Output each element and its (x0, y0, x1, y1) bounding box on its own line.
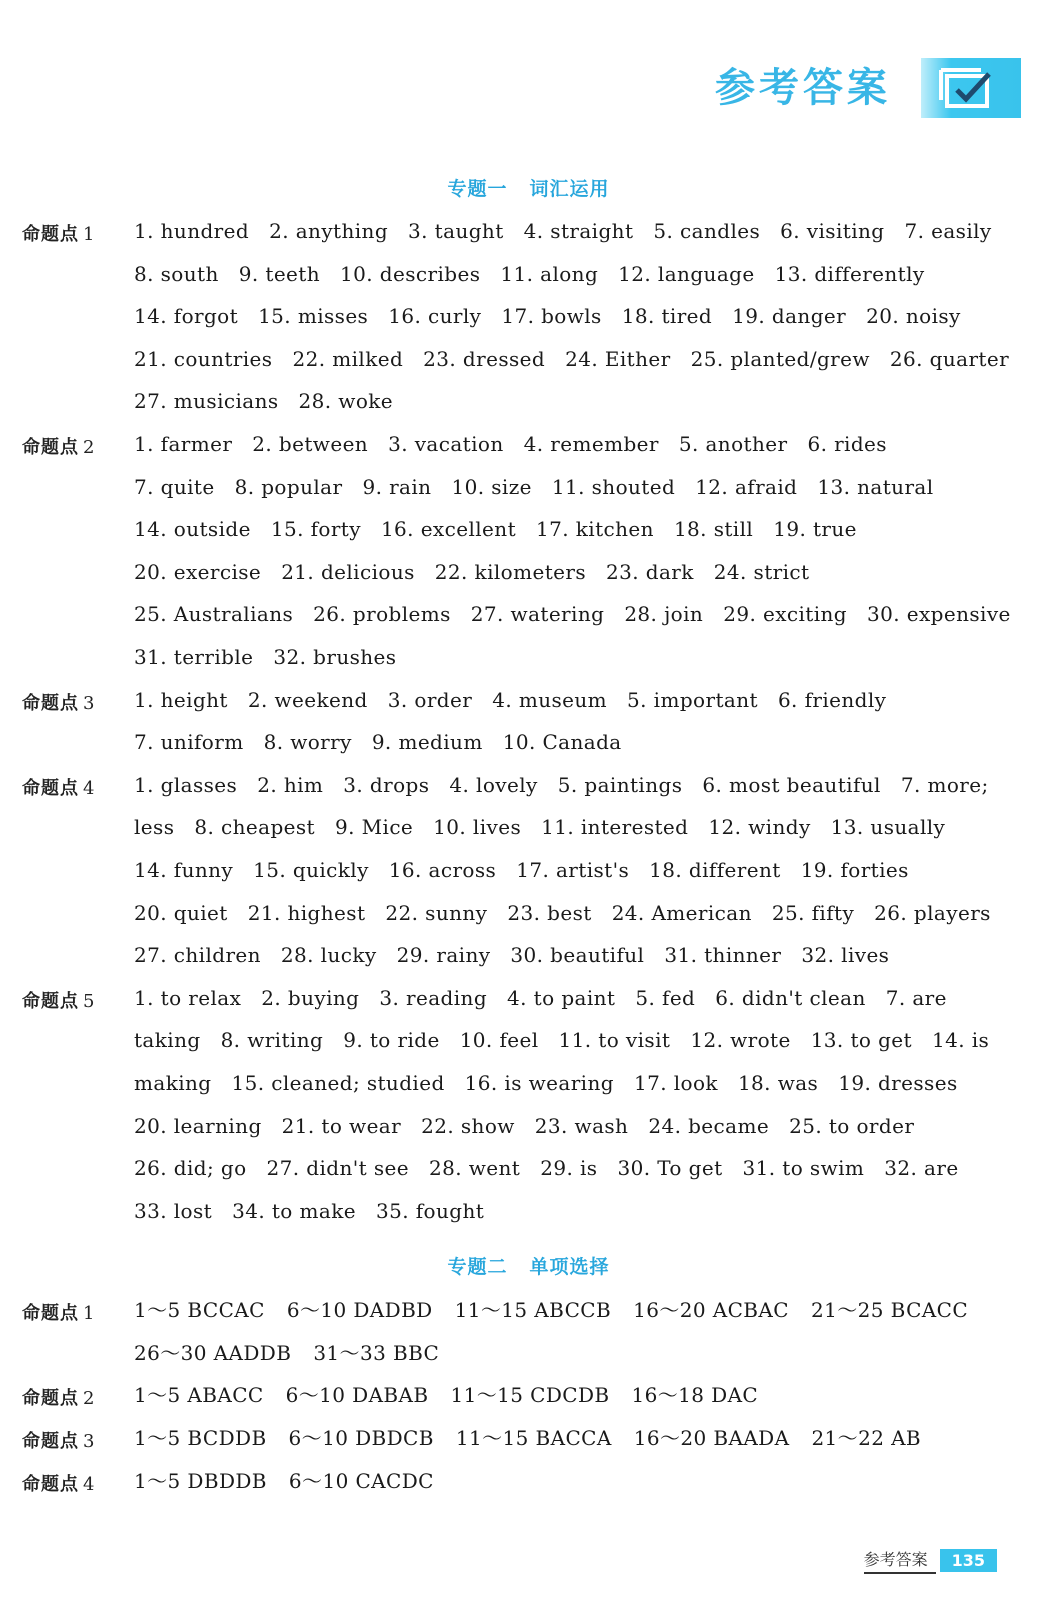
group-label-prefix: 命题点 (22, 777, 79, 799)
answer-item: 23. wash (534, 1113, 629, 1138)
page-number: 135 (940, 1549, 997, 1572)
answer-item: 1. hundred (134, 219, 250, 243)
answer-item: 26. players (874, 900, 991, 925)
answer-item: 12. afraid (695, 474, 798, 499)
answer-item: taking (134, 1028, 201, 1053)
answer-line (134, 892, 1004, 935)
group-label-number: 2 (83, 437, 96, 458)
group-label (22, 1470, 95, 1496)
answer-item: 13. differently (774, 261, 925, 286)
answer-item: 5. another (678, 432, 788, 456)
answer-lines (134, 1374, 1004, 1417)
answer-item: 32. lives (801, 943, 890, 968)
answer-item: 6. didn't clean (715, 985, 866, 1010)
answer-item: 1～5 BCDDB (134, 1426, 267, 1451)
answer-item: 11～15 CDCDB (450, 1383, 610, 1408)
answer-line (134, 1147, 1004, 1190)
answer-line (134, 1019, 1004, 1062)
answer-item: 3. vacation (388, 432, 504, 456)
answer-line (134, 636, 1004, 679)
answer-item: 31. to swim (742, 1156, 865, 1181)
answer-item: 27. watering (470, 602, 605, 627)
answer-item: 15. forty (270, 517, 361, 542)
answer-item: 19. forties (800, 857, 909, 882)
answer-item: 10. feel (459, 1028, 539, 1053)
answer-line (134, 977, 1004, 1020)
answer-item: 1. glasses (134, 772, 238, 797)
answer-item: 10. size (451, 474, 532, 499)
answer-item: 21. highest (247, 900, 366, 925)
answer-item: 31～33 BBC (313, 1340, 440, 1365)
answer-line (134, 1332, 1004, 1375)
answer-item: 12. wrote (690, 1028, 791, 1053)
page-title: 参考答案 (715, 65, 891, 111)
answer-item: 1～5 DBDDB (134, 1468, 267, 1493)
answer-item: 28. woke (298, 389, 394, 414)
answer-item: 10. lives (433, 815, 522, 840)
answer-item: 10. Canada (502, 730, 622, 755)
answer-item: 26. quarter (889, 346, 1010, 371)
answer-item: 8. worry (263, 730, 352, 755)
group-label (22, 220, 95, 246)
answer-lines (134, 1289, 1004, 1374)
answer-item: 25. planted/grew (690, 346, 870, 371)
answer-item: 24. Either (565, 346, 671, 371)
answer-line (134, 1289, 1004, 1332)
answer-item: 26～30 AADDB (134, 1340, 292, 1365)
answer-item: 9. to ride (343, 1028, 440, 1053)
answer-item: 18. tired (621, 304, 713, 329)
answer-item: 24. American (611, 900, 752, 925)
group-label (22, 689, 95, 715)
answer-line (134, 1190, 1004, 1233)
answer-item: 3. reading (379, 985, 488, 1010)
answer-item: 13. to get (810, 1028, 912, 1053)
section-title-vocabulary (0, 174, 1057, 201)
answer-item: 2. buying (261, 985, 360, 1010)
answer-item: 26. did; go (134, 1156, 247, 1181)
answer-item: 32. brushes (273, 644, 397, 669)
group-label-prefix: 命题点 (22, 1388, 79, 1410)
answer-item: 32. are (884, 1156, 959, 1181)
answer-item: 4. to paint (507, 985, 616, 1010)
header-badge (921, 58, 1021, 118)
group-label-number: 5 (83, 990, 96, 1012)
section-title-multiple-choice (0, 1252, 1057, 1279)
group-label-number: 1 (83, 1303, 96, 1324)
answer-item: 4. straight (523, 219, 634, 243)
answer-item: 29. is (540, 1156, 598, 1181)
answer-item: 27. children (134, 943, 261, 968)
answer-item: 8. south (134, 261, 219, 286)
answer-item: 22. sunny (385, 900, 488, 925)
answer-item: 11. to visit (558, 1028, 671, 1053)
answer-item: 30. To get (617, 1156, 723, 1181)
answer-item: 7. quite (134, 474, 215, 499)
answer-item: 4. remember (523, 432, 659, 456)
answer-lines (134, 423, 1011, 679)
answer-item: 21～25 BCACC (810, 1298, 969, 1322)
answer-item: 28. went (429, 1156, 521, 1181)
answer-item: 30. expensive (867, 602, 1011, 627)
answer-lines (134, 210, 1010, 423)
answer-item: 25. Australians (134, 602, 294, 627)
answer-item: 7. are (885, 985, 947, 1010)
answer-item: 19. dresses (838, 1070, 958, 1095)
answer-item: 5. important (627, 687, 758, 712)
answer-item: 26. problems (313, 602, 451, 627)
answer-item: 14. funny (134, 857, 234, 882)
answer-item: 28. join (624, 602, 704, 627)
group-label-prefix: 命题点 (22, 692, 79, 714)
answer-item: 5. paintings (557, 772, 683, 797)
group-label-prefix: 命题点 (22, 1473, 79, 1495)
answer-item: 30. beautiful (510, 943, 645, 968)
group-label-number: 2 (83, 1388, 96, 1410)
group-label-number: 1 (83, 224, 96, 245)
group-label-prefix: 命题点 (22, 1303, 79, 1324)
answer-line (134, 1105, 1004, 1148)
answer-item: 14. is (931, 1028, 990, 1053)
answer-item: 21～22 AB (811, 1426, 922, 1451)
section-subtitle: 词汇运用 (529, 178, 610, 200)
answer-item: less (134, 815, 175, 840)
answer-item: 7. more; (900, 772, 989, 797)
answer-item: 12. windy (708, 815, 811, 840)
answer-item: 28. lucky (280, 943, 377, 968)
answer-item: 4. museum (492, 687, 608, 712)
answer-item: 33. lost (134, 1198, 213, 1223)
answer-line (134, 1460, 1004, 1503)
section-number: 专题一 (447, 178, 508, 200)
answer-item: 15. quickly (253, 857, 369, 882)
answer-item: making (134, 1070, 212, 1095)
answer-item: 3. taught (408, 219, 504, 243)
answer-item: 21. to wear (281, 1113, 402, 1138)
group-label (22, 1384, 95, 1410)
answer-item: 6～10 DABAB (285, 1383, 429, 1408)
answer-item: 16. across (388, 857, 497, 882)
answer-item: 3. drops (343, 772, 430, 797)
answer-item: 1. farmer (134, 432, 233, 456)
answer-line (134, 934, 1004, 977)
answer-lines (134, 679, 1004, 764)
answer-item: 7. uniform (134, 730, 244, 755)
answer-item: 3. order (387, 687, 473, 712)
answer-item: 24. became (648, 1113, 770, 1138)
answer-item: 18. different (649, 857, 781, 882)
answer-item: 20. learning (134, 1113, 262, 1138)
answer-item: 12. language (618, 261, 755, 286)
answer-item: 17. bowls (501, 304, 602, 329)
answer-item: 25. fifty (771, 900, 855, 925)
answer-item: 5. candles (653, 219, 761, 243)
answer-line (134, 593, 1011, 636)
answer-item: 15. cleaned; studied (231, 1070, 445, 1095)
answer-item: 23. best (507, 900, 592, 925)
page-header (715, 56, 1021, 120)
footer-label: 参考答案 (864, 1547, 936, 1574)
answer-line (134, 721, 1004, 764)
page-footer (864, 1547, 997, 1574)
group-label (22, 774, 95, 800)
answer-item: 14. outside (134, 517, 251, 542)
answer-item: 27. musicians (134, 389, 279, 414)
answer-item: 27. didn't see (266, 1156, 409, 1181)
answer-item: 1. to relax (134, 985, 242, 1010)
answer-item: 22. show (421, 1113, 515, 1138)
answer-item: 11～15 BACCA (455, 1426, 612, 1451)
group-label (22, 987, 95, 1013)
answer-item: 13. usually (830, 815, 946, 840)
answer-item: 2. weekend (247, 687, 368, 712)
answer-item: 16. excellent (380, 517, 517, 542)
answer-item: 2. him (257, 772, 324, 797)
answer-item: 9. teeth (238, 261, 321, 286)
answer-line (134, 764, 1004, 807)
answer-item: 20. quiet (134, 900, 228, 925)
group-label-prefix: 命题点 (22, 1431, 79, 1453)
answer-item: 16. curly (388, 304, 482, 329)
answer-item: 19. true (773, 517, 857, 542)
answer-item: 11～15 ABCCB (454, 1298, 612, 1322)
answer-item: 31. terrible (134, 644, 254, 669)
answer-item: 2. between (252, 432, 369, 456)
answer-item: 6～10 DBDCB (288, 1426, 434, 1451)
answer-item: 9. Mice (335, 815, 414, 840)
group-label (22, 1299, 95, 1325)
group-label-prefix: 命题点 (22, 224, 79, 245)
group-label-number: 3 (83, 1431, 96, 1453)
answer-item: 9. rain (362, 474, 432, 499)
answer-item: 20. noisy (866, 304, 961, 329)
group-label (22, 433, 95, 459)
section-subtitle: 单项选择 (529, 1256, 610, 1278)
answer-item: 6. rides (807, 432, 887, 456)
answer-lines (134, 1417, 1004, 1460)
answer-item: 17. artist's (516, 857, 630, 882)
answer-lines (134, 1460, 1004, 1503)
answer-item: 15. misses (258, 304, 369, 329)
answer-item: 8. writing (220, 1028, 324, 1053)
group-label-number: 3 (83, 692, 96, 714)
section-number: 专题二 (447, 1256, 508, 1278)
answer-line (134, 380, 1004, 423)
answer-item: 21. countries (134, 346, 273, 371)
answer-item: 35. fought (375, 1198, 485, 1223)
answer-line (134, 551, 1004, 594)
answer-item: 11. along (500, 261, 599, 286)
answer-item: 5. fed (635, 985, 696, 1010)
group-label-prefix: 命题点 (22, 990, 79, 1012)
answer-item: 23. dressed (423, 346, 546, 371)
answer-item: 17. look (633, 1070, 718, 1095)
answer-item: 11. shouted (551, 474, 676, 499)
answer-line (134, 1374, 1004, 1417)
answer-lines (134, 977, 1004, 1233)
answer-line (134, 1417, 1004, 1460)
answer-item: 6～10 CACDC (288, 1468, 434, 1493)
answer-line (134, 338, 1010, 381)
answer-item: 18. still (673, 517, 754, 542)
answer-item: 23. dark (606, 559, 694, 584)
answer-item: 29. rainy (396, 943, 491, 968)
answer-item: 20. exercise (134, 559, 262, 584)
answer-item: 6. visiting (780, 219, 885, 243)
answer-item: 7. easily (904, 219, 992, 243)
answer-line (134, 1062, 1004, 1105)
answer-item: 18. was (737, 1070, 819, 1095)
answer-item: 31. thinner (664, 943, 782, 968)
answer-line (134, 849, 1004, 892)
answer-item: 1～5 ABACC (134, 1383, 264, 1408)
answer-item: 21. delicious (281, 559, 415, 584)
checkmark-icon (937, 66, 1001, 110)
answer-line (134, 210, 1004, 253)
answer-item: 25. to order (789, 1113, 915, 1138)
answer-item: 10. describes (340, 261, 481, 286)
answer-item: 14. forgot (134, 304, 239, 329)
answer-item: 22. kilometers (434, 559, 586, 584)
answer-item: 22. milked (292, 346, 404, 371)
answer-item: 24. strict (713, 559, 810, 584)
answer-item: 4. lovely (449, 772, 538, 797)
group-label-number: 4 (83, 1473, 96, 1495)
answer-item: 6. friendly (777, 687, 887, 712)
answer-line (134, 508, 1004, 551)
answer-item: 16. is wearing (464, 1070, 614, 1095)
answer-item: 11. interested (541, 815, 689, 840)
answer-line (134, 295, 1004, 338)
answer-line (134, 679, 1004, 722)
answer-item: 1～5 BCCAC (134, 1298, 265, 1322)
answer-item: 19. danger (732, 304, 847, 329)
answer-line (134, 423, 1004, 466)
answer-item: 16～20 ACBAC (633, 1298, 789, 1322)
answer-item: 8. cheapest (194, 815, 315, 840)
answer-item: 16～20 BAADA (633, 1426, 790, 1451)
answer-line (134, 253, 1004, 296)
answer-item: 17. kitchen (536, 517, 654, 542)
answer-line (134, 806, 1004, 849)
answer-item: 9. medium (371, 730, 483, 755)
answer-lines (134, 764, 1004, 977)
group-label-prefix: 命题点 (22, 437, 79, 458)
answer-item: 13. natural (817, 474, 934, 499)
group-label-number: 4 (83, 777, 96, 799)
answer-line (134, 466, 1004, 509)
answer-item: 1. height (134, 687, 228, 712)
answer-item: 34. to make (232, 1198, 356, 1223)
group-label (22, 1427, 95, 1453)
answer-item: 8. popular (234, 474, 343, 499)
answer-item: 6～10 DADBD (286, 1298, 433, 1322)
answer-item: 6. most beautiful (702, 772, 881, 797)
answer-item: 2. anything (269, 219, 389, 243)
answer-item: 29. exciting (723, 602, 847, 627)
answer-item: 16～18 DAC (631, 1383, 759, 1408)
